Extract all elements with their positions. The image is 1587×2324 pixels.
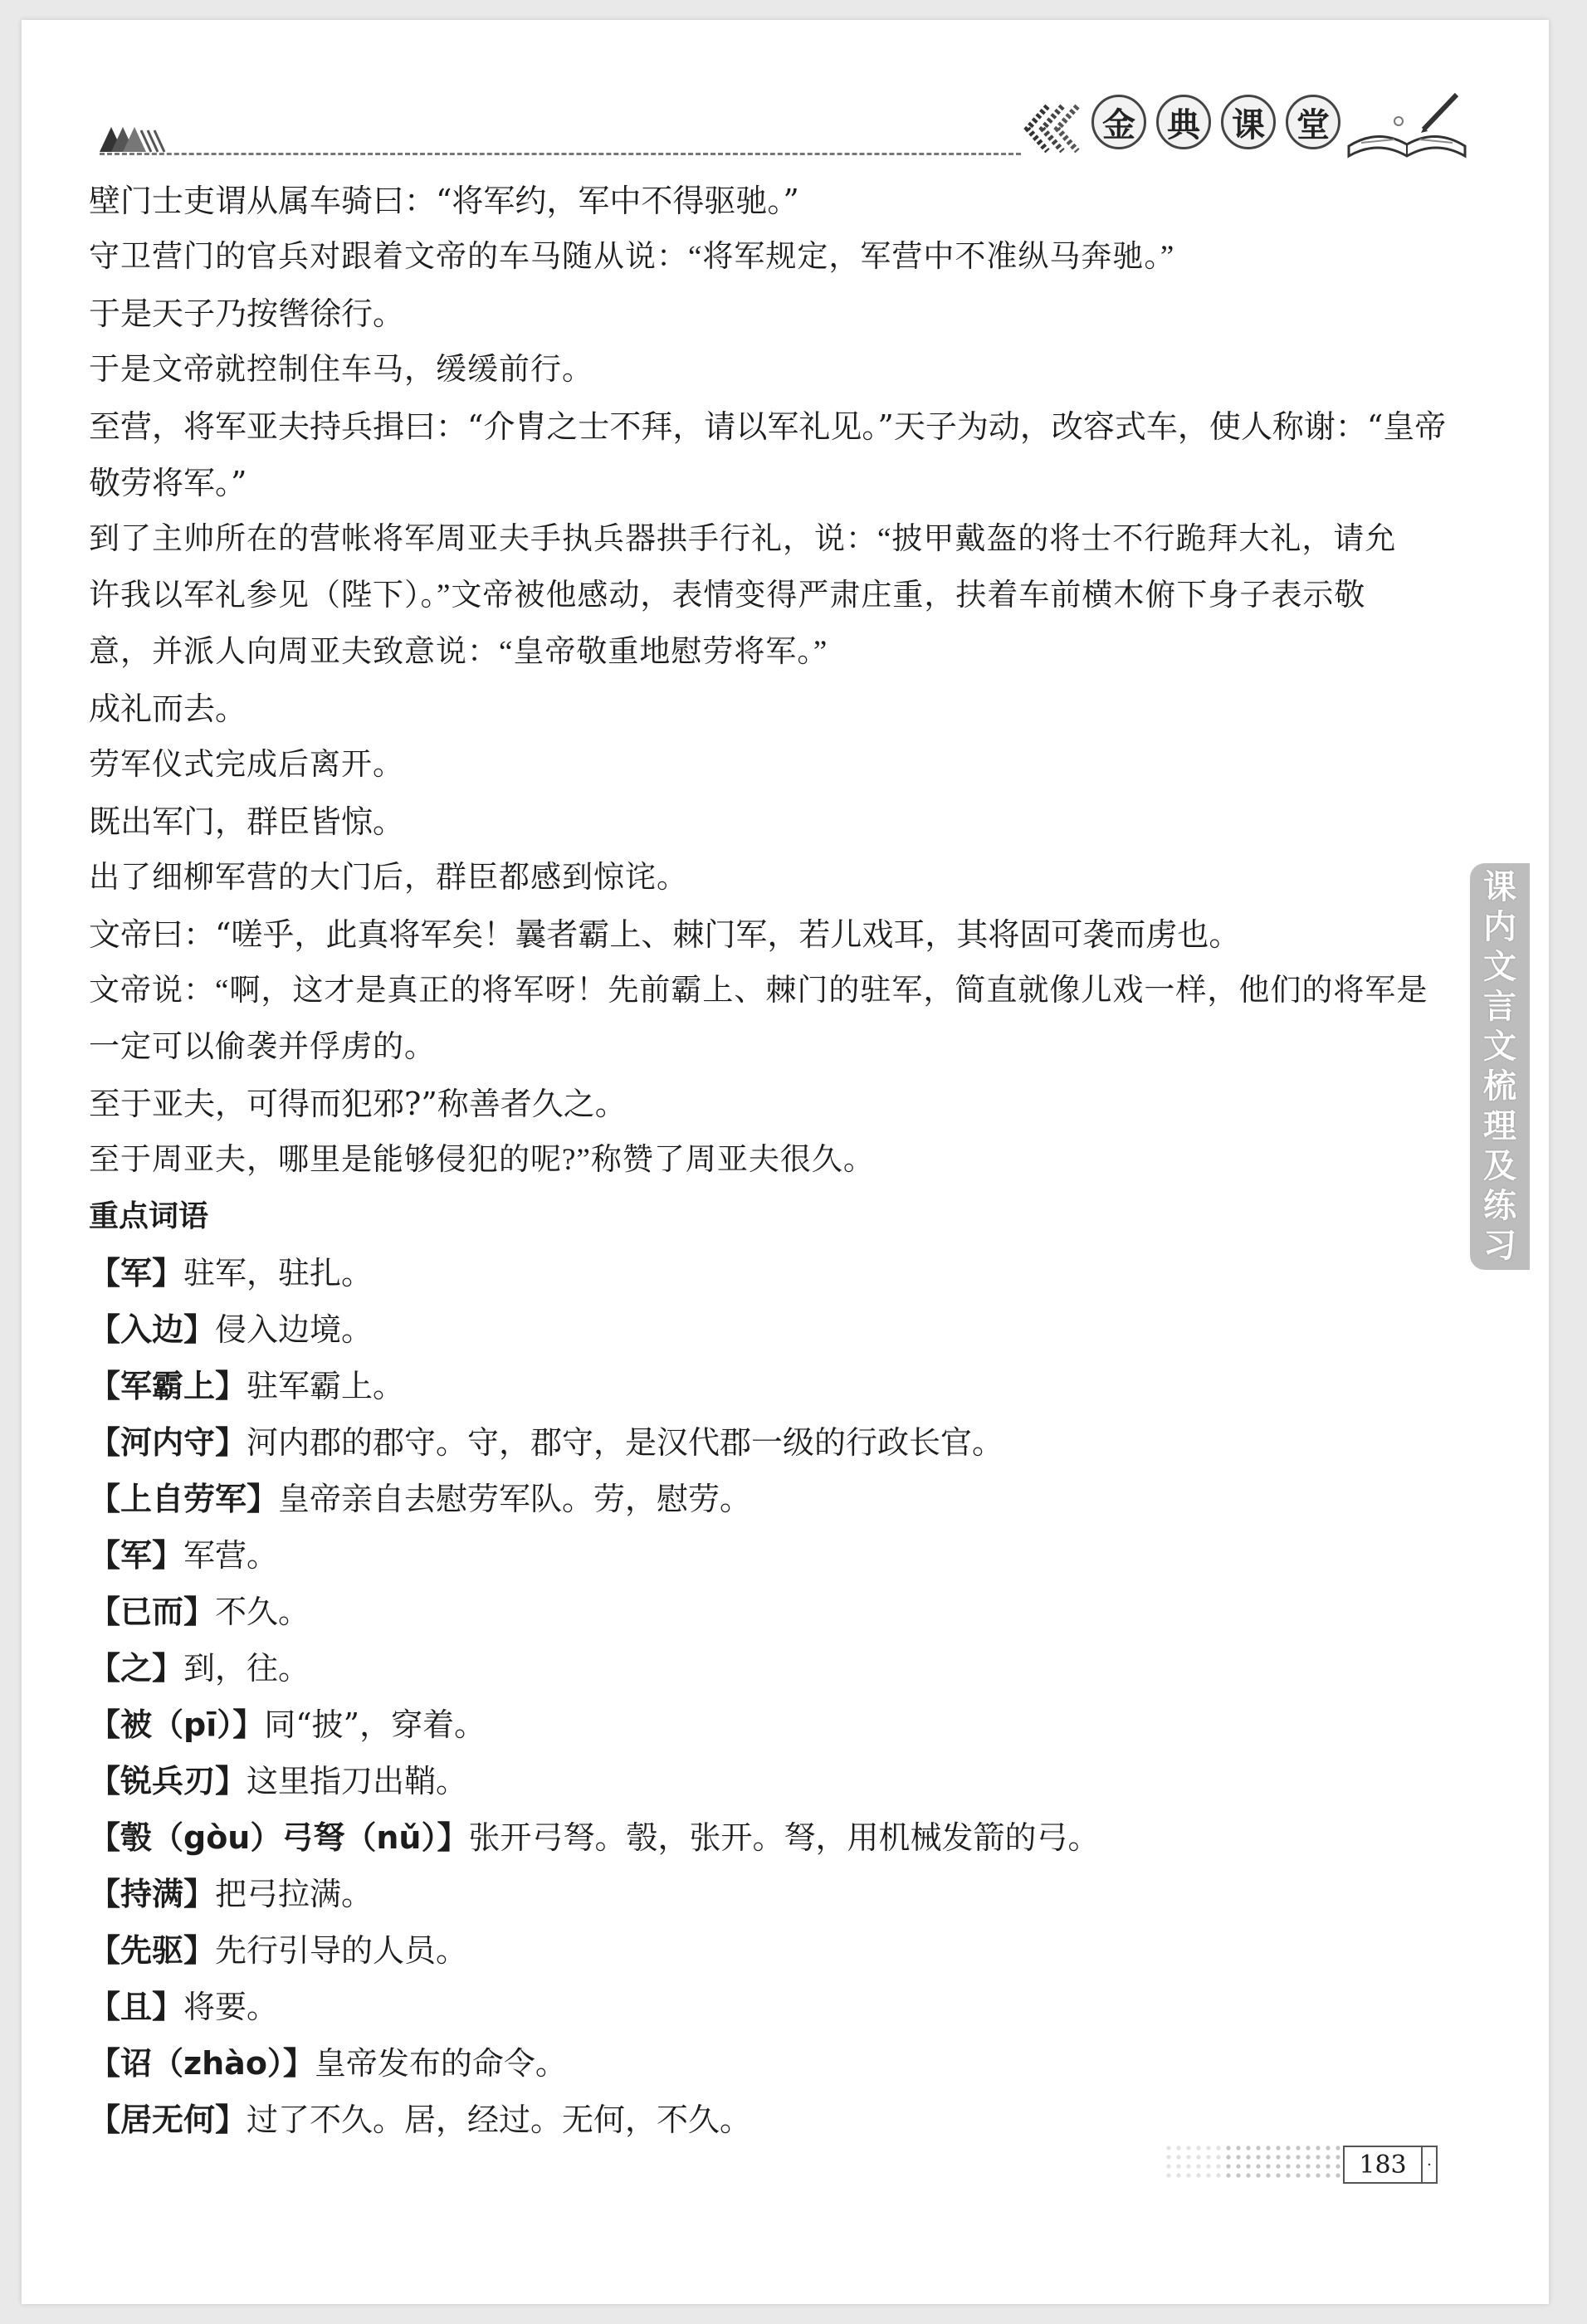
original-text-line: 至营，将军亚夫持兵揖曰：“介胄之士不拜，请以军礼见。”天子为动，改容式车，使人称谢：“皇帝 xyxy=(89,408,1447,445)
key-term-definition: 驻军霸上。 xyxy=(247,1368,405,1404)
side-tab-char: 课 xyxy=(1483,868,1516,906)
side-tab-char: 练 xyxy=(1483,1187,1516,1225)
key-term-definition: 这里指刀出鞘。 xyxy=(247,1763,468,1799)
key-term-word: 【军】 xyxy=(89,1255,184,1291)
key-terms-list xyxy=(89,1245,1450,2148)
key-term-item xyxy=(89,1809,1450,1866)
key-term-definition: 同“披”，穿着。 xyxy=(264,1706,486,1743)
translation-text-line: 劳军仪式完成后离开。 xyxy=(89,748,404,782)
key-term-item xyxy=(89,2092,1450,2148)
original-text-line: 既出军门，群臣皆惊。 xyxy=(89,803,405,840)
key-term-word: 【且】 xyxy=(89,1989,184,2025)
page-number: 183 xyxy=(1359,2150,1407,2180)
key-term-definition: 张开弓弩。彀，张开。弩，用机械发箭的弓。 xyxy=(468,1819,1100,1856)
translation-text-line: 于是文帝就控制住车马，缓缓前行。 xyxy=(89,353,593,387)
key-term-item xyxy=(89,1301,1450,1358)
key-term-item xyxy=(89,1245,1450,1301)
original-text-line: 壁门士吏谓从属车骑曰：“将军约，军中不得驱驰。” xyxy=(89,183,799,219)
original-text-line: 成礼而去。 xyxy=(89,691,247,727)
page-tab-marker: · xyxy=(1421,2147,1436,2182)
side-tab-char: 文 xyxy=(1483,948,1516,986)
original-text-line: 于是天子乃按辔徐行。 xyxy=(89,295,405,332)
key-term-definition: 先行引导的人员。 xyxy=(215,1932,468,1969)
key-term-item xyxy=(89,1866,1450,1922)
key-term-definition: 将要。 xyxy=(183,1989,279,2025)
key-term-item xyxy=(89,1414,1450,1471)
key-term-word: 【被（pī）】 xyxy=(89,1706,265,1743)
original-text-line: 敬劳将军。” xyxy=(89,465,247,501)
key-term-word: 【锐兵刃】 xyxy=(89,1763,247,1799)
brand-char: 堂 xyxy=(1286,95,1340,149)
key-term-definition: 不久。 xyxy=(215,1594,310,1630)
triangles-icon xyxy=(100,120,166,154)
key-term-item xyxy=(89,1358,1450,1414)
key-term-definition: 驻军，驻扎。 xyxy=(183,1255,374,1291)
translation-text-line: 到了主帅所在的营帐将军周亚夫手执兵器拱手行礼，说：“披甲戴盔的将士不行跪拜大礼，请允 xyxy=(89,522,1397,556)
key-terms-heading: 重点词语 xyxy=(89,1199,209,1233)
key-term-definition: 皇帝亲自去慰劳军队。劳，慰劳。 xyxy=(278,1481,752,1517)
brand-char: 典 xyxy=(1156,95,1211,149)
brand-char: 金 xyxy=(1091,95,1146,149)
key-term-item xyxy=(89,1640,1450,1697)
side-tab-char: 梳 xyxy=(1483,1067,1516,1106)
chevrons-left-icon xyxy=(1021,100,1087,158)
main-content xyxy=(89,173,1450,2148)
key-term-item xyxy=(89,1922,1450,1979)
side-tab-char: 言 xyxy=(1483,988,1516,1026)
key-term-word: 【军】 xyxy=(89,1537,184,1574)
key-term-word: 【已而】 xyxy=(89,1594,216,1630)
translation-text-line: 意，并派人向周亚夫致意说：“皇帝敬重地慰劳将军。” xyxy=(89,635,828,669)
key-term-item xyxy=(89,1979,1450,2035)
dot-pattern-decoration xyxy=(1162,2141,1345,2183)
original-text-line: 文帝曰：“嗟乎，此真将军矣！曩者霸上、棘门军，若儿戏耳，其将固可袭而虏也。 xyxy=(89,916,1241,953)
header-divider xyxy=(100,153,1021,155)
side-tab-char: 文 xyxy=(1483,1028,1516,1066)
key-term-word: 【之】 xyxy=(89,1650,184,1687)
original-text-line: 至于亚夫，可得而犯邪?”称善者久之。 xyxy=(89,1086,627,1122)
translation-text-line: 守卫营门的官兵对跟着文帝的车马随从说：“将军规定，军营中不准纵马奔驰。” xyxy=(89,240,1175,274)
key-term-word: 【诏（zhào）】 xyxy=(89,2045,315,2082)
page-number-box xyxy=(1343,2146,1438,2184)
brand-char: 课 xyxy=(1221,95,1276,149)
page-header xyxy=(83,83,1494,174)
side-tab-char: 理 xyxy=(1483,1107,1516,1145)
key-term-item xyxy=(89,1527,1450,1584)
translation-text-line: 至于周亚夫，哪里是能够侵犯的呢?”称赞了周亚夫很久。 xyxy=(89,1143,875,1177)
key-term-word: 【彀（gòu）弓弩（nǔ）】 xyxy=(89,1819,469,1856)
key-term-definition: 到，往。 xyxy=(183,1650,310,1687)
key-term-definition: 皇帝发布的命令。 xyxy=(314,2045,567,2082)
key-term-item xyxy=(89,2035,1450,2092)
key-term-item xyxy=(89,1471,1450,1527)
key-term-item xyxy=(89,1584,1450,1640)
key-term-word: 【入边】 xyxy=(89,1311,216,1348)
brand-title xyxy=(1091,95,1340,149)
translation-text-line: 文帝说：“啊，这才是真正的将军呀！先前霸上、棘门的驻军，简直就像儿戏一样，他们的将军是 xyxy=(89,974,1428,1008)
key-term-definition: 过了不久。居，经过。无何，不久。 xyxy=(247,2102,752,2138)
key-term-item xyxy=(89,1753,1450,1809)
translation-text-line: 许我以军礼参见（陛下）。”文帝被他感动，表情变得严肃庄重，扶着车前横木俯下身子表示敬 xyxy=(89,579,1366,613)
key-term-item xyxy=(89,1697,1450,1753)
translation-text-line: 一定可以偷袭并俘虏的。 xyxy=(89,1030,436,1064)
open-book-icon xyxy=(1345,88,1469,163)
translation-passage xyxy=(89,173,1450,1189)
translation-text-line: 出了细柳军营的大门后，群臣都感到惊诧。 xyxy=(89,861,688,895)
key-term-definition: 军营。 xyxy=(183,1537,279,1574)
key-term-word: 【先驱】 xyxy=(89,1932,216,1969)
side-tab-char: 内 xyxy=(1483,908,1516,946)
key-term-definition: 把弓拉满。 xyxy=(215,1876,374,1912)
key-term-definition: 河内郡的郡守。守，郡守，是汉代郡一级的行政长官。 xyxy=(247,1424,1004,1461)
key-term-definition: 侵入边境。 xyxy=(215,1311,374,1348)
chapter-side-tab xyxy=(1470,863,1530,1270)
key-term-word: 【上自劳军】 xyxy=(89,1481,279,1517)
key-term-word: 【河内守】 xyxy=(89,1424,247,1461)
key-term-word: 【军霸上】 xyxy=(89,1368,247,1404)
side-tab-char: 及 xyxy=(1483,1147,1516,1185)
side-tab-char: 习 xyxy=(1483,1227,1516,1265)
key-term-word: 【居无何】 xyxy=(89,2102,247,2138)
key-term-word: 【持满】 xyxy=(89,1876,216,1912)
